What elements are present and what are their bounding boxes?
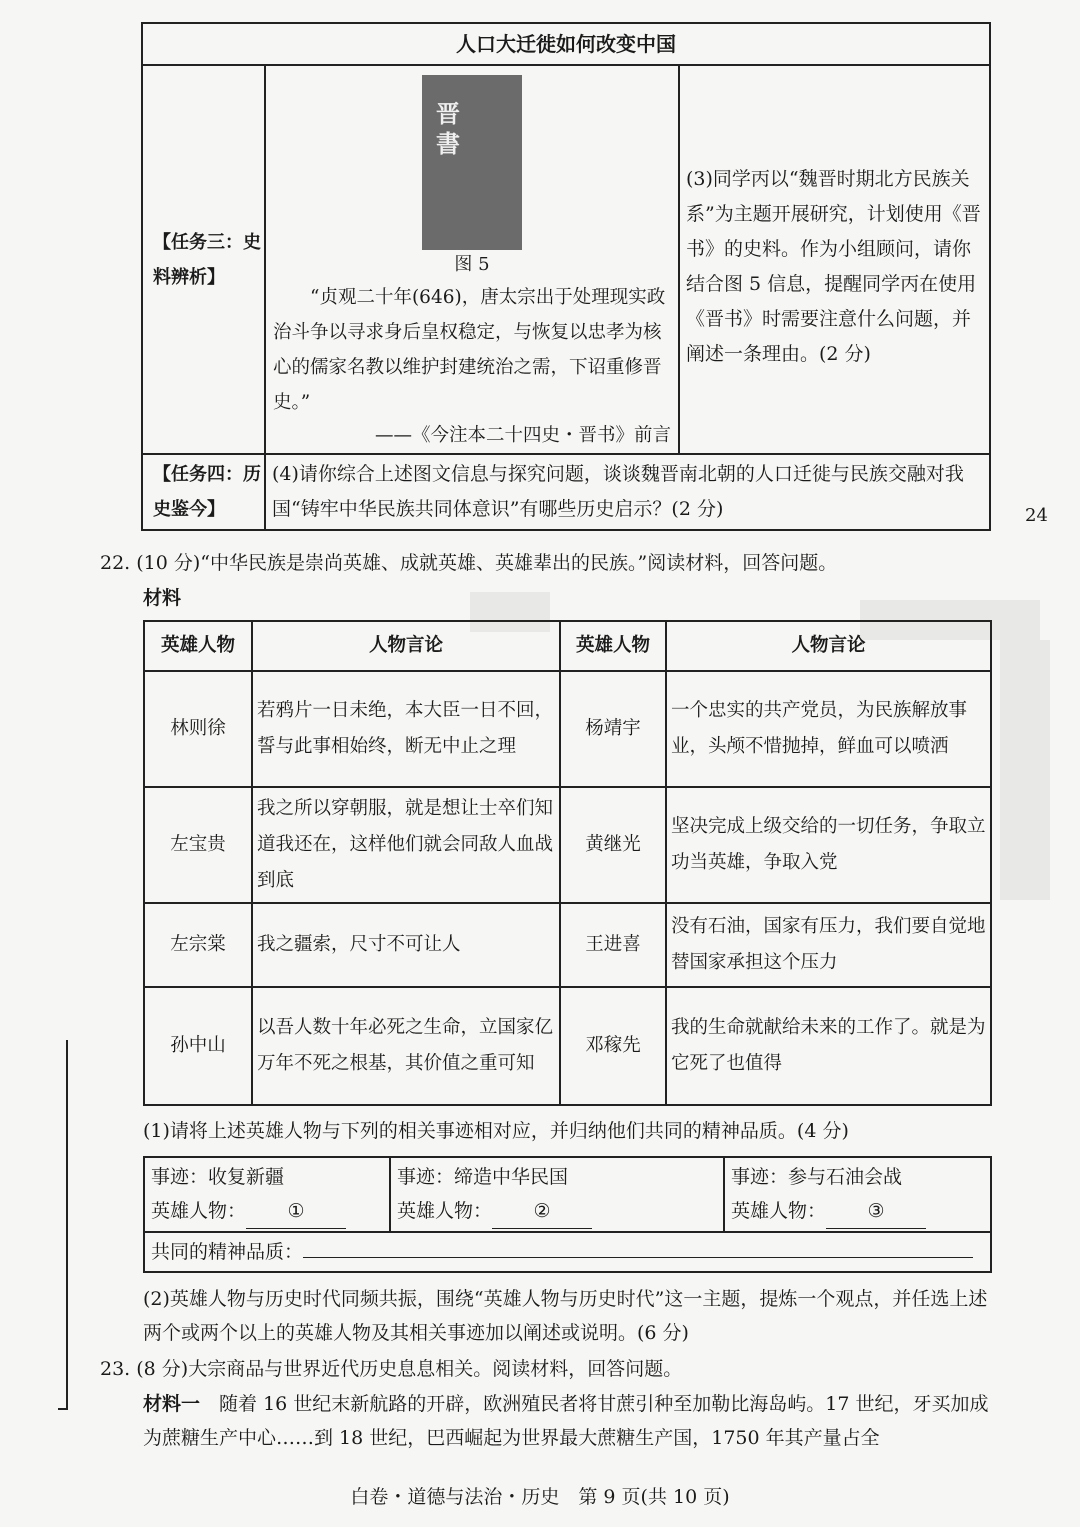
- q22-part2: (2)英雄人物与历史时代同频共振，围绕“英雄人物与历史时代”这一主题，提炼一个观点，并任选上述两个或两个以上的英雄人物及其相关事迹加以阐述或说明。(6 分): [143, 1288, 988, 1344]
- header-quote-1: 人物言论: [252, 621, 560, 671]
- book-title: 晋書: [436, 99, 460, 158]
- hero-saying: 我之所以穿朝服，就是想让士卒们知道我还在，这样他们就会同敌人血战到底: [252, 787, 560, 903]
- deeds-table: [143, 1156, 992, 1273]
- hero-name: 王进喜: [560, 903, 666, 987]
- table-row: [144, 903, 991, 987]
- task3-label: 【任务三：史料辨析】: [142, 65, 265, 454]
- answer-blank-2[interactable]: ②: [492, 1194, 592, 1229]
- material-label: 材料: [143, 587, 182, 609]
- common-quality-cell: [144, 1232, 991, 1272]
- deed-cell-2: [390, 1157, 724, 1232]
- deed-text: 事迹：缔造中华民国: [397, 1166, 569, 1188]
- question-4: (4)请你综合上述图文信息与探究问题，谈谈魏晋南北朝的人口迁徙与民族交融对我国“铸牢中华民族共同体意识”有哪些历史启示？(2 分): [265, 454, 990, 530]
- book-cover-image: [422, 75, 522, 250]
- margin-line: [66, 1040, 68, 1410]
- figure-caption: 图 5: [454, 254, 490, 275]
- hero-label: 英雄人物：: [731, 1200, 827, 1222]
- q22-stem: 22. (10 分)“中华民族是崇尚英雄、成就英雄、英雄辈出的民族。”阅读材料，回答问题。: [100, 552, 838, 574]
- hero-saying: 我之疆索，尺寸不可让人: [252, 903, 560, 987]
- answer-blank-1[interactable]: ①: [246, 1194, 346, 1229]
- hero-name: 左宝贵: [144, 787, 252, 903]
- deed-cell-3: [724, 1157, 991, 1232]
- task3-content: [265, 65, 679, 454]
- hero-saying: 以吾人数十年必死之生命，立国家亿万年不死之根基，其价值之重可知: [252, 987, 560, 1105]
- hero-name: 杨靖宇: [560, 671, 666, 787]
- hero-saying: 一个忠实的共产党员，为民族解放事业，头颅不惜抛掉，鲜血可以喷洒: [666, 671, 991, 787]
- hero-saying: 若鸦片一日未绝，本大臣一日不回，誓与此事相始终，断无中止之理: [252, 671, 560, 787]
- answer-blank-3[interactable]: ③: [826, 1194, 926, 1229]
- q22-part1: (1)请将上述英雄人物与下列的相关事迹相对应，并归纳他们共同的精神品质。(4 分): [143, 1120, 849, 1142]
- hero-name: 左宗棠: [144, 903, 252, 987]
- task-table-title: 人口大迁徙如何改变中国: [142, 23, 990, 65]
- table-row: [144, 987, 991, 1105]
- hero-saying: 坚决完成上级交给的一切任务，争取立功当英雄，争取入党: [666, 787, 991, 903]
- hero-name: 黄继光: [560, 787, 666, 903]
- hero-name: 林则徐: [144, 671, 252, 787]
- hero-saying: 我的生命就献给未来的工作了。就是为它死了也值得: [666, 987, 991, 1105]
- hero-name: 孙中山: [144, 987, 252, 1105]
- table-row: [144, 671, 991, 787]
- question-3: (3)同学丙以“魏晋时期北方民族关系”为主题开展研究，计划使用《晋书》的史料。作为小组顾问，请你结合图 5 信息，提醒同学丙在使用《晋书》时需要注意什么问题，并阐述一条理由。(2 分): [679, 65, 990, 454]
- material1-text: 随着 16 世纪末新航路的开辟，欧洲殖民者将甘蔗引种至加勒比海岛屿。17 世纪，牙买加成为蔗糖生产中心……到 18 世纪，巴西崛起为世界最大蔗糖生产国，1750 年其产量占全: [143, 1393, 989, 1449]
- historical-quote: “贞观二十年(646)，唐太宗出于处理现实政治斗争以寻求身后皇权稳定，与恢复以忠孝为核心的儒家名教以维护封建统治之需，下诏重修晋史。”: [273, 287, 666, 413]
- quote-source: ——《今注本二十四史・晋书》前言: [374, 425, 671, 446]
- table-row: [144, 787, 991, 903]
- margin-line-foot: [58, 1408, 68, 1410]
- q23-stem: 23. (8 分)大宗商品与世界近代历史息息相关。阅读材料，回答问题。: [100, 1358, 683, 1380]
- hero-label: 英雄人物：: [397, 1200, 493, 1222]
- common-quality-label: 共同的精神品质：: [151, 1241, 304, 1263]
- header-quote-2: 人物言论: [666, 621, 991, 671]
- side-page-number: 24: [1025, 505, 1048, 526]
- material1-label: 材料一: [143, 1393, 201, 1415]
- task4-label: 【任务四：历史鉴今】: [142, 454, 265, 530]
- hero-label: 英雄人物：: [151, 1200, 247, 1222]
- watermark-mark: [1000, 640, 1050, 900]
- page-footer: 白卷・道德与法治・历史 第 9 页(共 10 页): [350, 1486, 730, 1508]
- deed-cell-1: [144, 1157, 390, 1232]
- header-hero-2: 英雄人物: [560, 621, 666, 671]
- deed-text: 事迹：收复新疆: [151, 1166, 285, 1188]
- common-quality-blank[interactable]: [303, 1257, 973, 1258]
- hero-name: 邓稼先: [560, 987, 666, 1105]
- deed-text: 事迹：参与石油会战: [731, 1166, 903, 1188]
- header-hero-1: 英雄人物: [144, 621, 252, 671]
- hero-table: [143, 620, 992, 1106]
- task-table: [141, 22, 991, 531]
- hero-saying: 没有石油，国家有压力，我们要自觉地替国家承担这个压力: [666, 903, 991, 987]
- q23-material1: [143, 1387, 993, 1455]
